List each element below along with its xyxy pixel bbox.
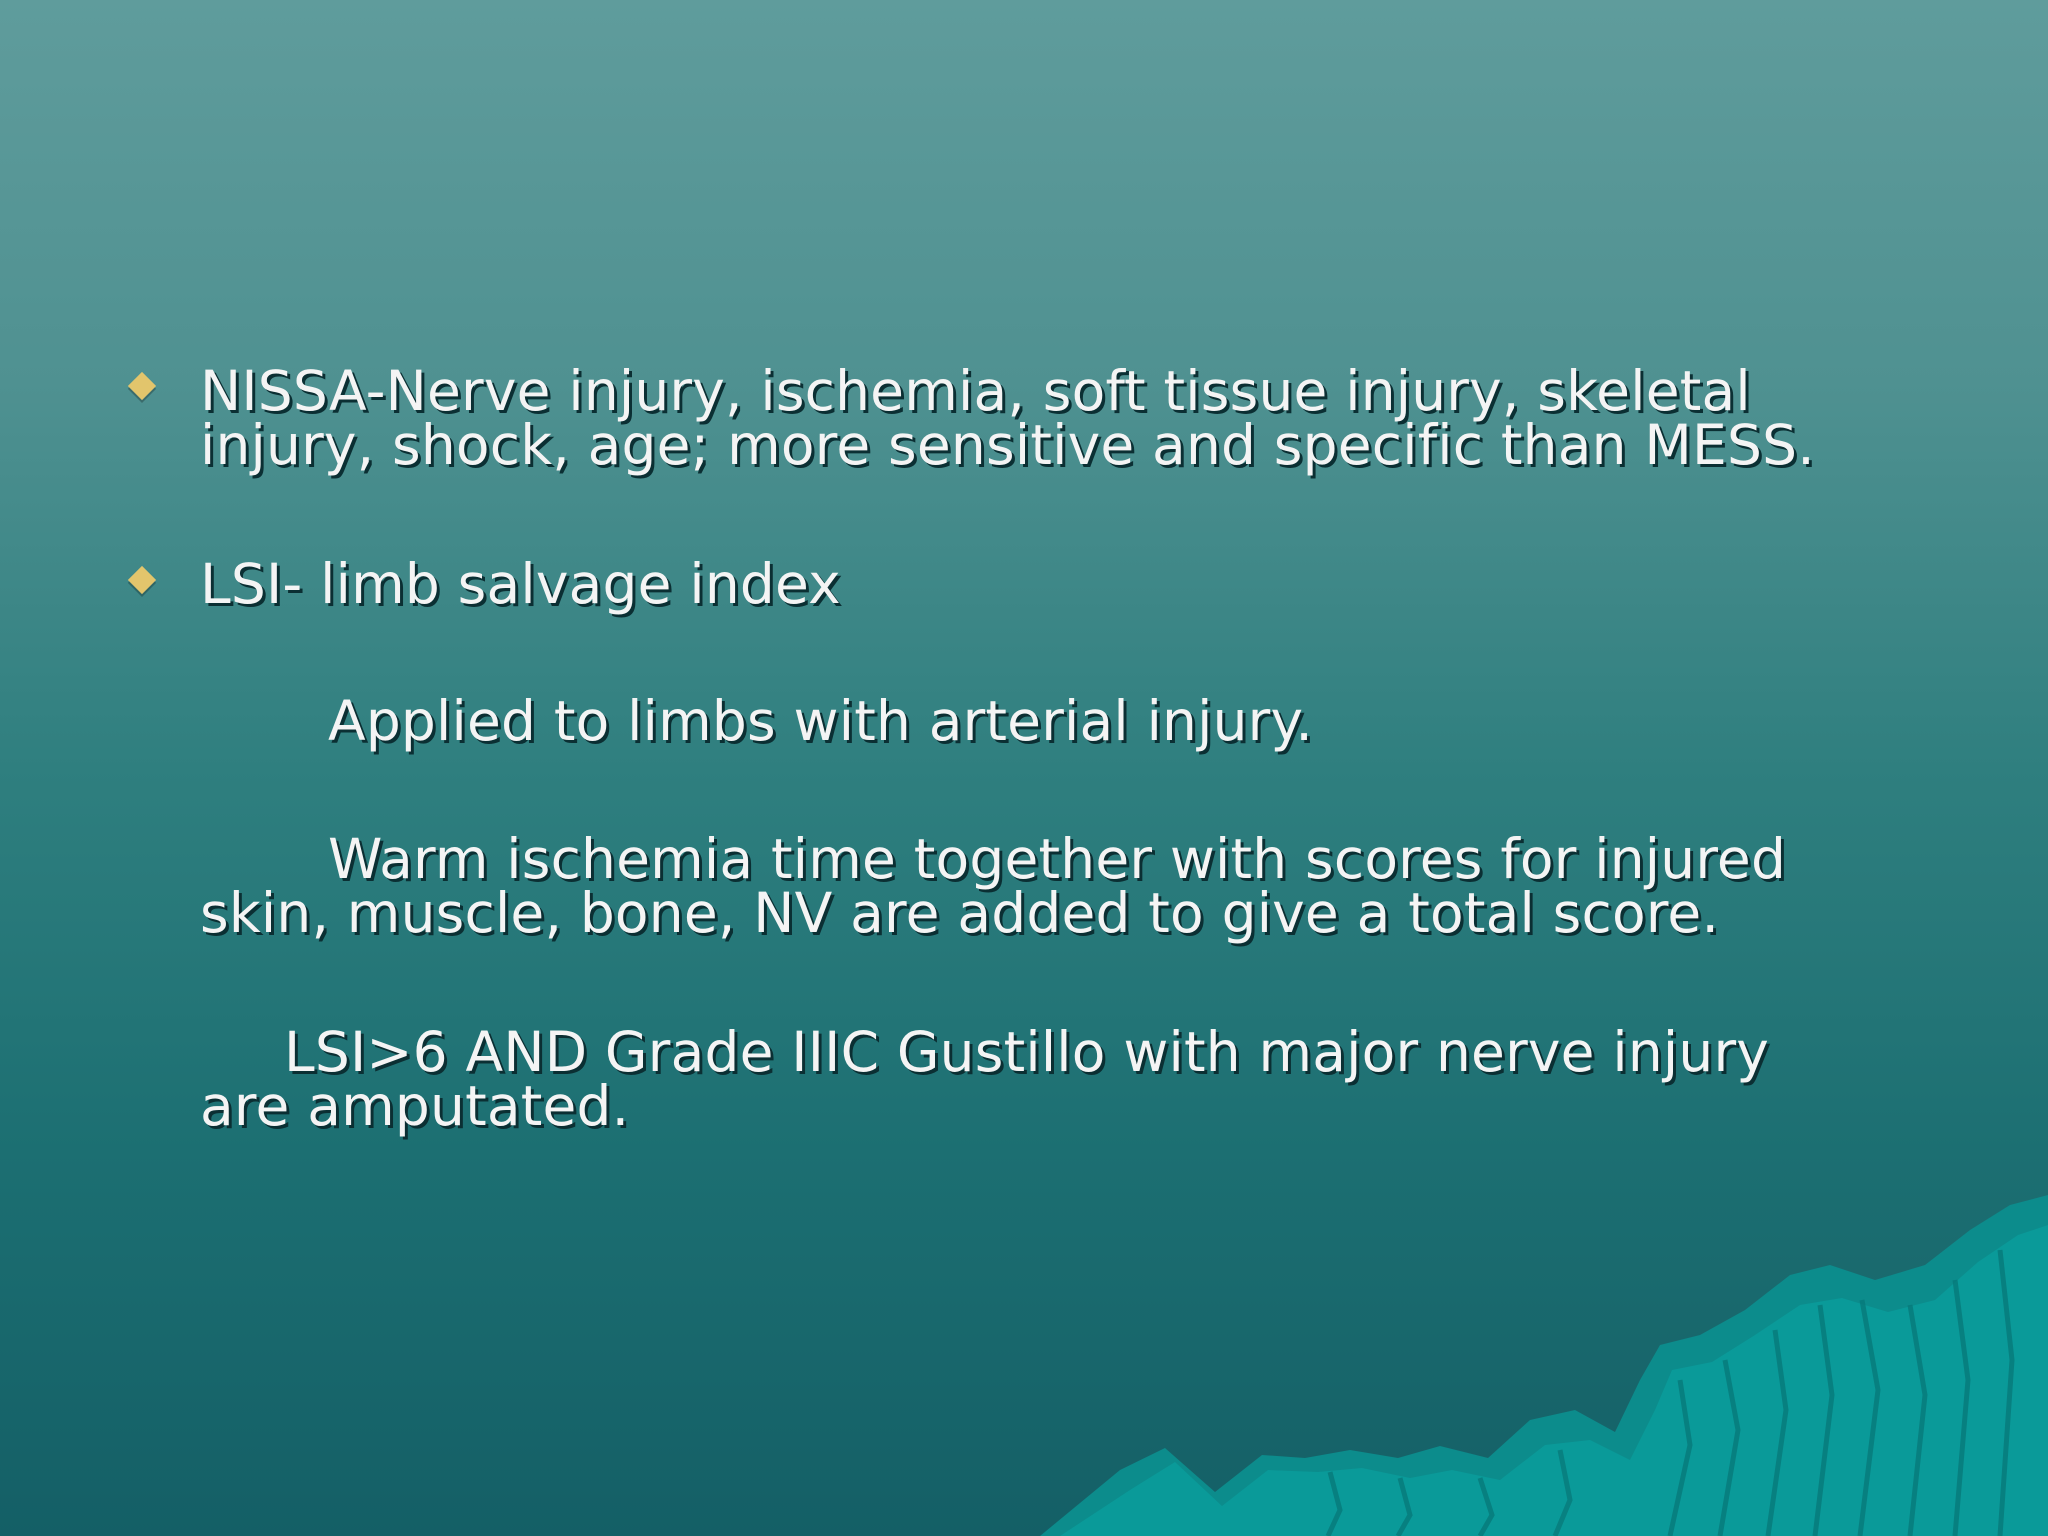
paragraph-2-line-2: skin, muscle, bone, NV are added to give a total score. [200,881,1720,945]
bullet-1-line-1: NISSA-Nerve injury, ischemia, soft tissue injury, skeletal [200,359,1751,423]
bullet-diamond-icon [128,372,156,400]
paragraph-3-line-2: are amputated. [200,1074,630,1138]
bullet-1-line-2: injury, shock, age; more sensitive and specific than MESS. [200,413,1815,477]
bullet-diamond-icon [128,566,156,594]
paragraph-3-line-1: LSI>6 AND Grade IIIC Gustillo with major nerve injury [284,1020,1770,1084]
paragraph-1-line-1: Applied to limbs with arterial injury. [328,689,1314,753]
bullet-2-line-1: LSI- limb salvage index [200,552,841,616]
paragraph-2-line-1: Warm ischemia time together with scores for injured [328,827,1787,891]
